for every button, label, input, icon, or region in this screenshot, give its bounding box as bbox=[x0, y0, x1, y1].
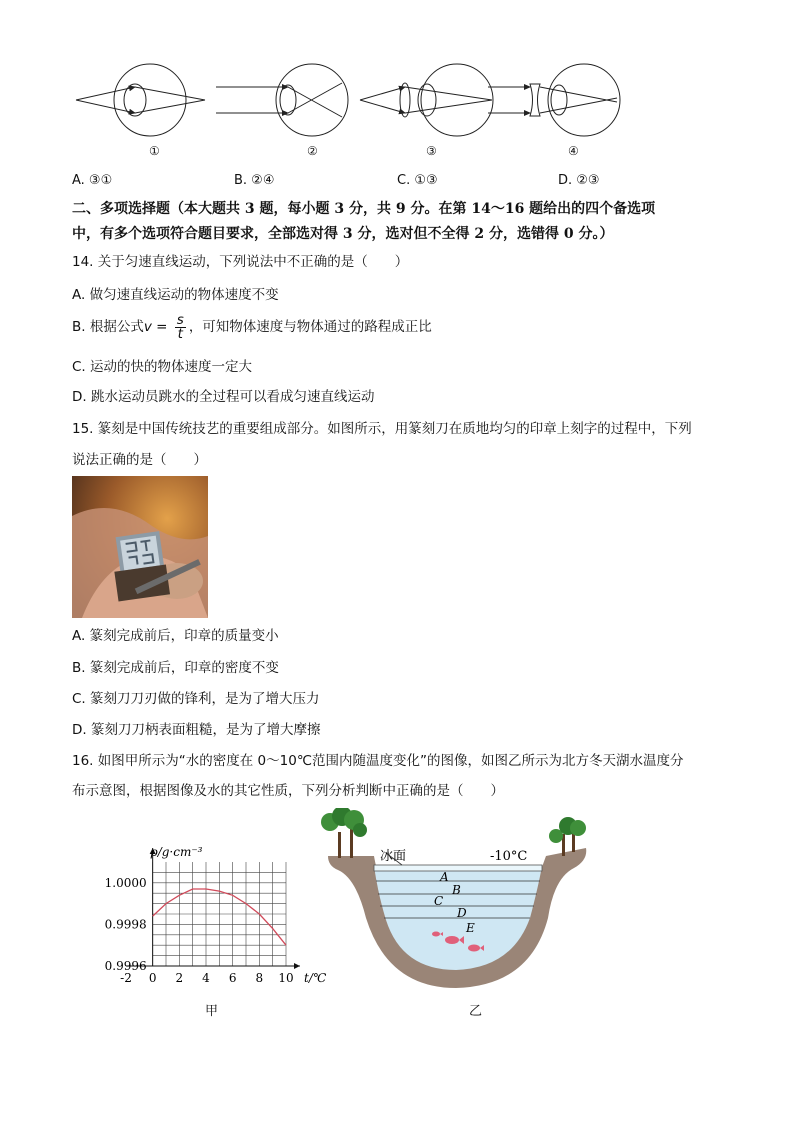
q15-option-c: C. 篆刻刀刀刃做的锋利，是为了增大压力 bbox=[72, 691, 320, 707]
layer-label-c: C bbox=[434, 894, 444, 908]
x-tick-label: 4 bbox=[202, 971, 210, 985]
q15-option-d: D. 篆刻刀刀柄表面粗糙，是为了增大摩擦 bbox=[72, 722, 321, 738]
ice-label: 冰面 bbox=[380, 849, 407, 864]
y-tick-label: 0.9996 bbox=[104, 959, 147, 973]
y-axis-label: ρ/g·cm⁻³ bbox=[150, 845, 203, 859]
q14-option-b-suffix: ，可知物体速度与物体通过的路程成正比 bbox=[188, 319, 432, 335]
q16-stem-line-2: 布示意图，根据图像及水的其它性质，下列分析判断中正确的是（ ） bbox=[72, 783, 504, 799]
layer-label-d: D bbox=[457, 906, 467, 920]
layer-label-b: B bbox=[452, 883, 461, 897]
q14-option-a: A. 做匀速直线运动的物体速度不变 bbox=[72, 287, 279, 303]
formula-velocity: v bbox=[143, 319, 152, 335]
q15-option-b: B. 篆刻完成前后，印章的密度不变 bbox=[72, 660, 279, 676]
eye-diagrams bbox=[72, 62, 632, 142]
x-tick-label: 10 bbox=[278, 971, 294, 985]
formula-numerator: s bbox=[176, 311, 184, 328]
x-tick-label: 8 bbox=[255, 971, 264, 985]
temperature-label: -10°C bbox=[490, 849, 528, 864]
x-axis-label: t/℃ bbox=[304, 971, 327, 985]
figure-caption-jia: 甲 bbox=[205, 1004, 219, 1019]
q15-stem-line-1: 15. 篆刻是中国传统技艺的重要组成部分。如图所示，用篆刻刀在质地均匀的印章上刻字的过程中，下列 bbox=[72, 421, 692, 437]
seal-carving-photo bbox=[72, 476, 208, 618]
diagram-label-1: ① bbox=[149, 144, 160, 158]
layer-label-e: E bbox=[466, 921, 475, 935]
q13-option-a: A. ③① bbox=[72, 173, 113, 188]
q14-option-b bbox=[72, 312, 432, 342]
q15-option-a: A. 篆刻完成前后，印章的质量变小 bbox=[72, 628, 279, 644]
q14-stem: 14. 关于匀速直线运动，下列说法中不正确的是（ ） bbox=[72, 254, 409, 270]
x-tick-label: 6 bbox=[228, 971, 237, 985]
y-tick-label: 1.0000 bbox=[104, 875, 147, 890]
diagram-label-3: ③ bbox=[426, 144, 437, 158]
density-temperature-chart bbox=[68, 838, 336, 988]
q13-option-d: D. ②③ bbox=[558, 173, 600, 188]
q15-stem-line-2: 说法正确的是（ ） bbox=[72, 452, 207, 468]
eye-diagram-2 bbox=[216, 64, 348, 136]
section-title-line-1: 二、多项选择题（本大题共 3 题，每小题 3 分，共 9 分。在第 14～16 题给出的四个备选项 bbox=[72, 201, 656, 217]
eye-diagram-3 bbox=[360, 64, 493, 136]
q14-option-b-prefix: B. 根据公式 bbox=[72, 319, 144, 335]
layer-label-a: A bbox=[440, 870, 449, 884]
formula-equals: = bbox=[151, 319, 172, 335]
q13-option-c: C. ①③ bbox=[397, 173, 438, 188]
diagram-label-2: ② bbox=[307, 144, 318, 158]
formula-denominator: t bbox=[177, 325, 183, 342]
eye-diagram-1 bbox=[76, 64, 205, 136]
y-tick-label: 0.9998 bbox=[104, 917, 147, 932]
figure-caption-yi: 乙 bbox=[469, 1004, 483, 1019]
x-tick-label: 2 bbox=[175, 971, 184, 985]
eye-diagram-4 bbox=[488, 64, 620, 136]
section-title-line-2: 中，有多个选项符合题目要求，全部选对得 3 分，选对但不全得 2 分，选错得 0 分。） bbox=[72, 226, 614, 242]
x-tick-label: 0 bbox=[148, 971, 157, 985]
q14-option-c: C. 运动的快的物体速度一定大 bbox=[72, 359, 253, 375]
x-axis-arrow bbox=[294, 963, 300, 969]
formula-fraction bbox=[175, 311, 186, 342]
q16-stem-line-1: 16. 如图甲所示为“水的密度在 0～10℃范围内随温度变化”的图像，如图乙所示为北方冬天湖水温度分 bbox=[72, 753, 684, 769]
tree-left bbox=[321, 808, 367, 858]
lake-diagram bbox=[316, 808, 596, 994]
ice-surface bbox=[374, 865, 542, 871]
diagram-label-4: ④ bbox=[568, 144, 579, 158]
q14-option-d: D. 跳水运动员跳水的全过程可以看成匀速直线运动 bbox=[72, 389, 375, 405]
x-tick-label: -2 bbox=[120, 971, 132, 985]
q13-option-b: B. ②④ bbox=[234, 173, 275, 188]
